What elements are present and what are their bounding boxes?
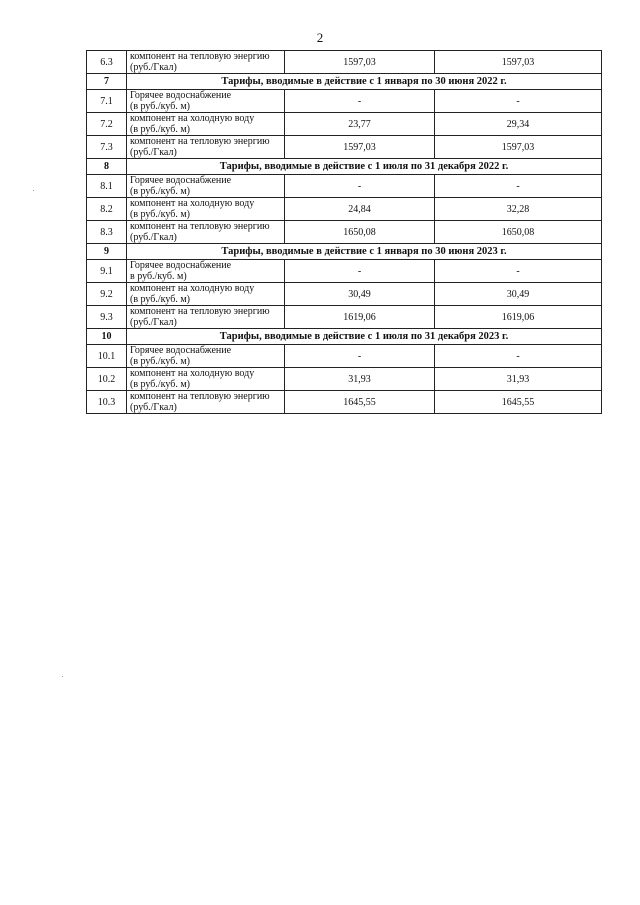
row-name-line: (в руб./куб. м)	[130, 101, 190, 112]
section-number: 9	[87, 244, 127, 260]
row-name	[127, 391, 285, 414]
value-cell-2: -	[435, 90, 602, 113]
value-cell-1: -	[285, 345, 435, 368]
section-title: Тарифы, вводимые в действие с 1 июля по 31 декабря 2022 г.	[127, 159, 602, 175]
row-name-line: (в руб./куб. м)	[130, 186, 190, 197]
section-number: 7	[87, 74, 127, 90]
row-name	[127, 113, 285, 136]
section-header-row	[87, 74, 602, 90]
table-row	[87, 306, 602, 329]
row-name	[127, 51, 285, 74]
section-number: 8	[87, 159, 127, 175]
section-header-row	[87, 244, 602, 260]
table-row	[87, 260, 602, 283]
row-number: 9.1	[87, 260, 127, 283]
value-cell-2: 32,28	[435, 198, 602, 221]
row-number: 9.3	[87, 306, 127, 329]
value-cell-2: -	[435, 175, 602, 198]
value-cell-2: 31,93	[435, 368, 602, 391]
value-cell-2: 29,34	[435, 113, 602, 136]
table-row	[87, 198, 602, 221]
page-number: 2	[316, 30, 324, 45]
row-name-line: (в руб./куб. м)	[130, 379, 190, 390]
scan-speck	[62, 676, 63, 677]
row-name	[127, 136, 285, 159]
row-name-line: Горячее водоснабжение	[130, 90, 232, 101]
value-cell-1: 23,77	[285, 113, 435, 136]
table-row	[87, 368, 602, 391]
row-name-line: (руб./Гкал)	[130, 147, 177, 158]
table-row	[87, 175, 602, 198]
tariff-table	[86, 50, 602, 414]
row-name	[127, 368, 285, 391]
row-name-line: компонент на тепловую энергию	[130, 136, 270, 147]
section-header-row	[87, 159, 602, 175]
row-name-line: (в руб./куб. м)	[130, 124, 190, 135]
row-name-line: компонент на холодную воду	[130, 283, 255, 294]
row-number: 7.3	[87, 136, 127, 159]
row-name-line: компонент на тепловую энергию	[130, 51, 270, 62]
row-name	[127, 175, 285, 198]
row-name-line: (в руб./куб. м)	[130, 356, 190, 367]
row-number: 10.1	[87, 345, 127, 368]
row-name-line: (руб./Гкал)	[130, 317, 177, 328]
row-name-line: Горячее водоснабжение	[130, 175, 232, 186]
section-title: Тарифы, вводимые в действие с 1 января по 30 июня 2023 г.	[127, 244, 602, 260]
table-row	[87, 283, 602, 306]
row-name-line: компонент на тепловую энергию	[130, 306, 270, 317]
row-number: 7.2	[87, 113, 127, 136]
table-row	[87, 345, 602, 368]
row-name-line: компонент на тепловую энергию	[130, 391, 270, 402]
row-number: 10.2	[87, 368, 127, 391]
table-row	[87, 113, 602, 136]
row-name	[127, 283, 285, 306]
row-number: 9.2	[87, 283, 127, 306]
row-name-line: компонент на тепловую энергию	[130, 221, 270, 232]
row-name-line: в руб./куб. м)	[130, 271, 187, 282]
value-cell-1: 1619,06	[285, 306, 435, 329]
value-cell-1: -	[285, 90, 435, 113]
table-row	[87, 391, 602, 414]
row-name-line: Горячее водоснабжение	[130, 345, 232, 356]
value-cell-2: 1597,03	[435, 136, 602, 159]
value-cell-1: 30,49	[285, 283, 435, 306]
row-number: 8.2	[87, 198, 127, 221]
row-number: 8.3	[87, 221, 127, 244]
value-cell-2: 1597,03	[435, 51, 602, 74]
section-number: 10	[87, 329, 127, 345]
value-cell-1: 1597,03	[285, 136, 435, 159]
row-name-line: (в руб./куб. м)	[130, 294, 190, 305]
section-header-row	[87, 329, 602, 345]
row-name-line: Горячее водоснабжение	[130, 260, 232, 271]
value-cell-1: 1645,55	[285, 391, 435, 414]
row-name-line: (руб./Гкал)	[130, 62, 177, 73]
value-cell-1: -	[285, 260, 435, 283]
row-name-line: компонент на холодную воду	[130, 368, 255, 379]
section-title: Тарифы, вводимые в действие с 1 января по 30 июня 2022 г.	[127, 74, 602, 90]
value-cell-2: 1650,08	[435, 221, 602, 244]
value-cell-1: 1597,03	[285, 51, 435, 74]
value-cell-1: 31,93	[285, 368, 435, 391]
row-number: 6.3	[87, 51, 127, 74]
section-title: Тарифы, вводимые в действие с 1 июля по 31 декабря 2023 г.	[127, 329, 602, 345]
row-name	[127, 345, 285, 368]
row-name	[127, 306, 285, 329]
row-name-line: (в руб./куб. м)	[130, 209, 190, 220]
scan-speck	[33, 190, 34, 191]
value-cell-1: -	[285, 175, 435, 198]
row-name	[127, 260, 285, 283]
value-cell-2: 1619,06	[435, 306, 602, 329]
row-name-line: (руб./Гкал)	[130, 402, 177, 413]
value-cell-2: 1645,55	[435, 391, 602, 414]
value-cell-1: 24,84	[285, 198, 435, 221]
value-cell-2: -	[435, 345, 602, 368]
row-name-line: (руб./Гкал)	[130, 232, 177, 243]
tariff-table-body	[87, 51, 602, 414]
table-row	[87, 136, 602, 159]
row-name-line: компонент на холодную воду	[130, 198, 255, 209]
row-name-line: компонент на холодную воду	[130, 113, 255, 124]
value-cell-2: -	[435, 260, 602, 283]
row-name	[127, 221, 285, 244]
value-cell-1: 1650,08	[285, 221, 435, 244]
row-number: 10.3	[87, 391, 127, 414]
row-number: 8.1	[87, 175, 127, 198]
table-row	[87, 51, 602, 74]
table-row	[87, 221, 602, 244]
row-name	[127, 198, 285, 221]
row-number: 7.1	[87, 90, 127, 113]
value-cell-2: 30,49	[435, 283, 602, 306]
row-name	[127, 90, 285, 113]
table-row	[87, 90, 602, 113]
